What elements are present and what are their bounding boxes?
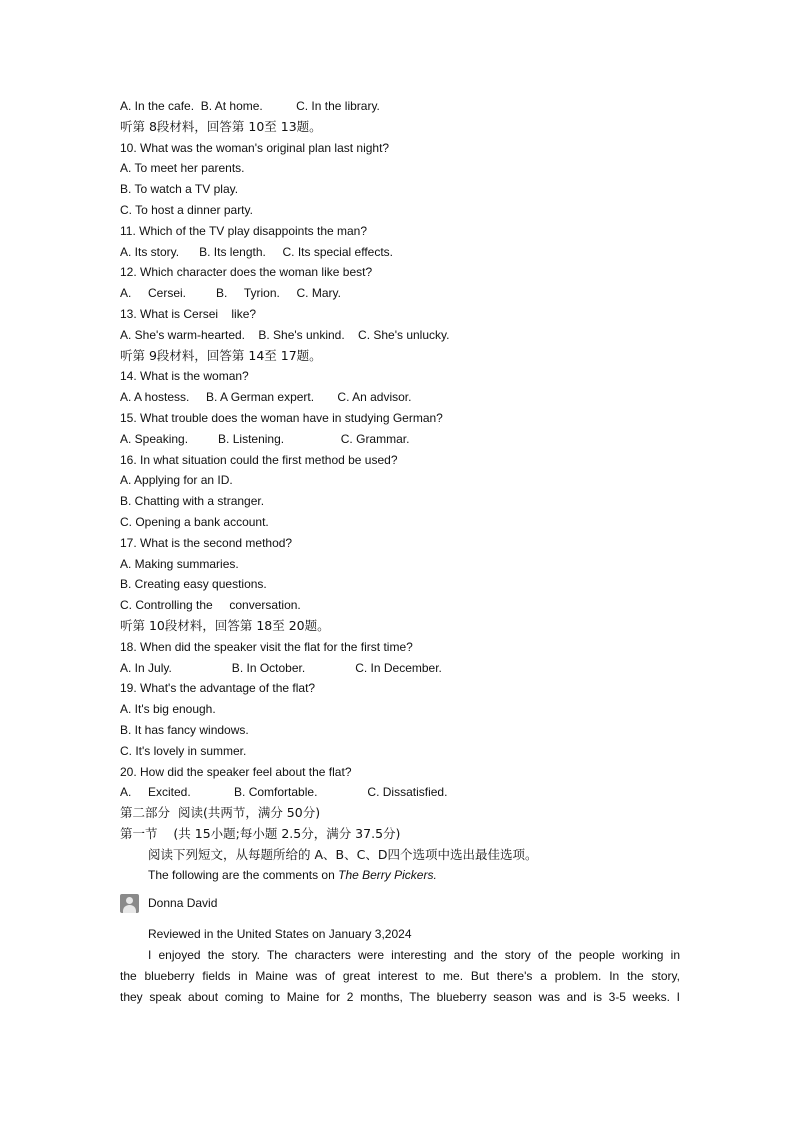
q10-question: 10. What was the woman's original plan last night? xyxy=(120,140,390,155)
part-two-heading: 第二部分 阅读(共两节，满分 50分) xyxy=(120,805,321,821)
book-title: The Berry Pickers. xyxy=(338,868,437,883)
q10-option-a: A. To meet her parents. xyxy=(120,161,245,176)
review-line-3: they speak about coming to Maine for 2 months, The blueberry season was and is 3-5 weeks. I xyxy=(120,989,680,1004)
q15-options: A. Speaking. B. Listening. C. Grammar. xyxy=(120,431,410,446)
passage-intro xyxy=(120,865,680,886)
q14-options: A. A hostess. B. A German expert. C. An advisor. xyxy=(120,390,412,405)
q12-options: A. Cersei. B. Tyrion. C. Mary. xyxy=(120,286,341,301)
q15-question: 15. What trouble does the woman have in studying German? xyxy=(120,410,443,425)
q17-option-a: A. Making summaries. xyxy=(120,556,239,571)
q19-question: 19. What's the advantage of the flat? xyxy=(120,681,316,696)
q11-options: A. Its story. B. Its length. C. Its special effects. xyxy=(120,244,393,259)
q20-question: 20. How did the speaker feel about the flat? xyxy=(120,764,352,779)
reading-instruction: 阅读下列短文，从每题所给的 A、B、C、D四个选项中选出最佳选项。 xyxy=(148,846,538,862)
section-one-heading: 第一节 (共 15小题;每小题 2.5分，满分 37.5分) xyxy=(120,825,401,841)
q16-option-a: A. Applying for an ID. xyxy=(120,473,233,488)
q13-question: 13. What is Cersei like? xyxy=(120,306,257,321)
reviewer-name: Donna David xyxy=(148,896,218,911)
q9-options: A. In the cafe. B. At home. C. In the library. xyxy=(120,99,380,113)
section-8-instruction: 听第 8段材料，回答第 10至 13题。 xyxy=(120,118,322,134)
q16-option-b: B. Chatting with a stranger. xyxy=(120,494,265,509)
q19-option-c: C. It's lovely in summer. xyxy=(120,743,247,758)
q18-options: A. In July. B. In October. C. In December. xyxy=(120,660,442,675)
q13-options: A. She's warm-hearted. B. She's unkind. C. She's unlucky. xyxy=(120,327,450,342)
q10-option-b: B. To watch a TV play. xyxy=(120,182,239,197)
section-10-instruction: 听第 10段材料，回答第 18至 20题。 xyxy=(120,617,330,633)
review-line-2: the blueberry fields in Maine was of great interest to me. But there's a problem. In the story, xyxy=(120,968,680,983)
passage-intro-text: The following are the comments on xyxy=(148,868,339,883)
q16-option-c: C. Opening a bank account. xyxy=(120,514,269,529)
q12-question: 12. Which character does the woman like best? xyxy=(120,265,373,280)
review-date: Reviewed in the United States on January 3,2024 xyxy=(148,927,412,942)
listening-section xyxy=(120,96,680,803)
reviewer-header xyxy=(120,886,680,920)
q10-option-c: C. To host a dinner party. xyxy=(120,202,253,217)
q19-option-a: A. It's big enough. xyxy=(120,702,216,717)
q17-option-b: B. Creating easy questions. xyxy=(120,577,267,592)
q20-options: A. Excited. B. Comfortable. C. Dissatisfied. xyxy=(120,785,448,800)
q16-question: 16. In what situation could the first method be used? xyxy=(120,452,398,467)
user-avatar-icon xyxy=(120,894,139,913)
q19-option-b: B. It has fancy windows. xyxy=(120,722,249,737)
reading-section xyxy=(120,803,680,1007)
exam-page xyxy=(120,96,680,1007)
q17-option-c: C. Controlling the conversation. xyxy=(120,598,301,613)
q14-question: 14. What is the woman? xyxy=(120,369,249,384)
review-line-1: I enjoyed the story. The characters were interesting and the story of the people working in xyxy=(148,948,680,963)
q18-question: 18. When did the speaker visit the flat for the first time? xyxy=(120,639,413,654)
section-9-instruction: 听第 9段材料，回答第 14至 17题。 xyxy=(120,347,322,363)
q17-question: 17. What is the second method? xyxy=(120,535,293,550)
q11-question: 11. Which of the TV play disappoints the man? xyxy=(120,223,368,238)
